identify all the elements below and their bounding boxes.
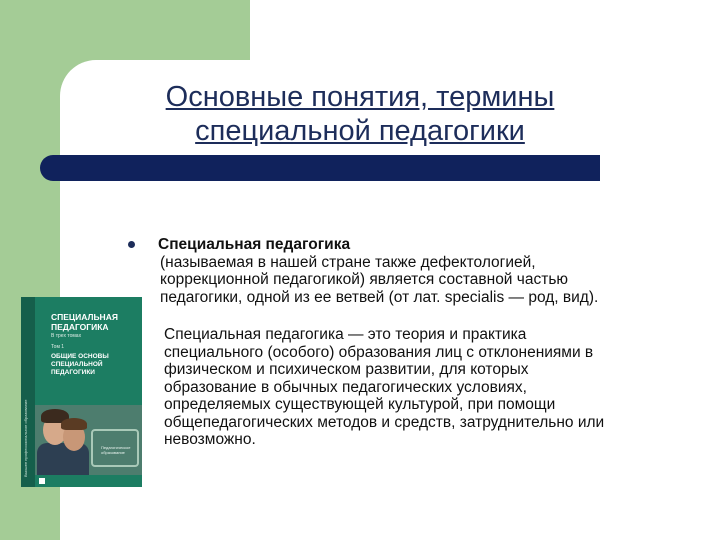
book-photo-hair-2 [61, 418, 87, 430]
book-spine-text: Высшее профессиональное образование [23, 399, 28, 477]
book-photo-person [37, 443, 89, 475]
book-title: СПЕЦИАЛЬНАЯ ПЕДАГОГИКА [51, 312, 118, 332]
paragraph-1-body: (называемая в нашей стране также дефектологией, коррекционной педагогикой) является составной частью педагогики, одной из ее ветвей (от лат. specialis — род, вид). [160, 253, 599, 306]
slide-body-text [158, 236, 618, 449]
title-underline-bar [40, 155, 600, 181]
slide-title-line2: специальной педагогики [195, 115, 525, 147]
bullet-dot-icon [128, 241, 135, 248]
book-subtitle-volumes: В трех томах [51, 333, 82, 339]
book-cover-image [21, 297, 142, 487]
publisher-logo-icon [39, 478, 45, 484]
paragraph-2: Специальная педагогика — это теория и практика специального (особого) образования лиц с отклонениями в физическом и психическом развитии, для которых образование в обычных педагогических условиях, определяемых существующей культурой, при помощи общепедагогических методов и средств, затруднительно или невозможно. [164, 326, 605, 448]
book-briefcase-text: Педагогическое образование [101, 445, 131, 455]
book-subtitle-volume: Том 1 [51, 344, 65, 350]
paragraph-1-heading: Специальная педагогика [158, 236, 351, 253]
book-subtitle-topic: ОБЩИЕ ОСНОВЫ СПЕЦИАЛЬНОЙ ПЕДАГОГИКИ [51, 353, 109, 376]
slide-title-line1: Основные понятия, термины [165, 81, 555, 113]
slide-title [100, 80, 620, 148]
